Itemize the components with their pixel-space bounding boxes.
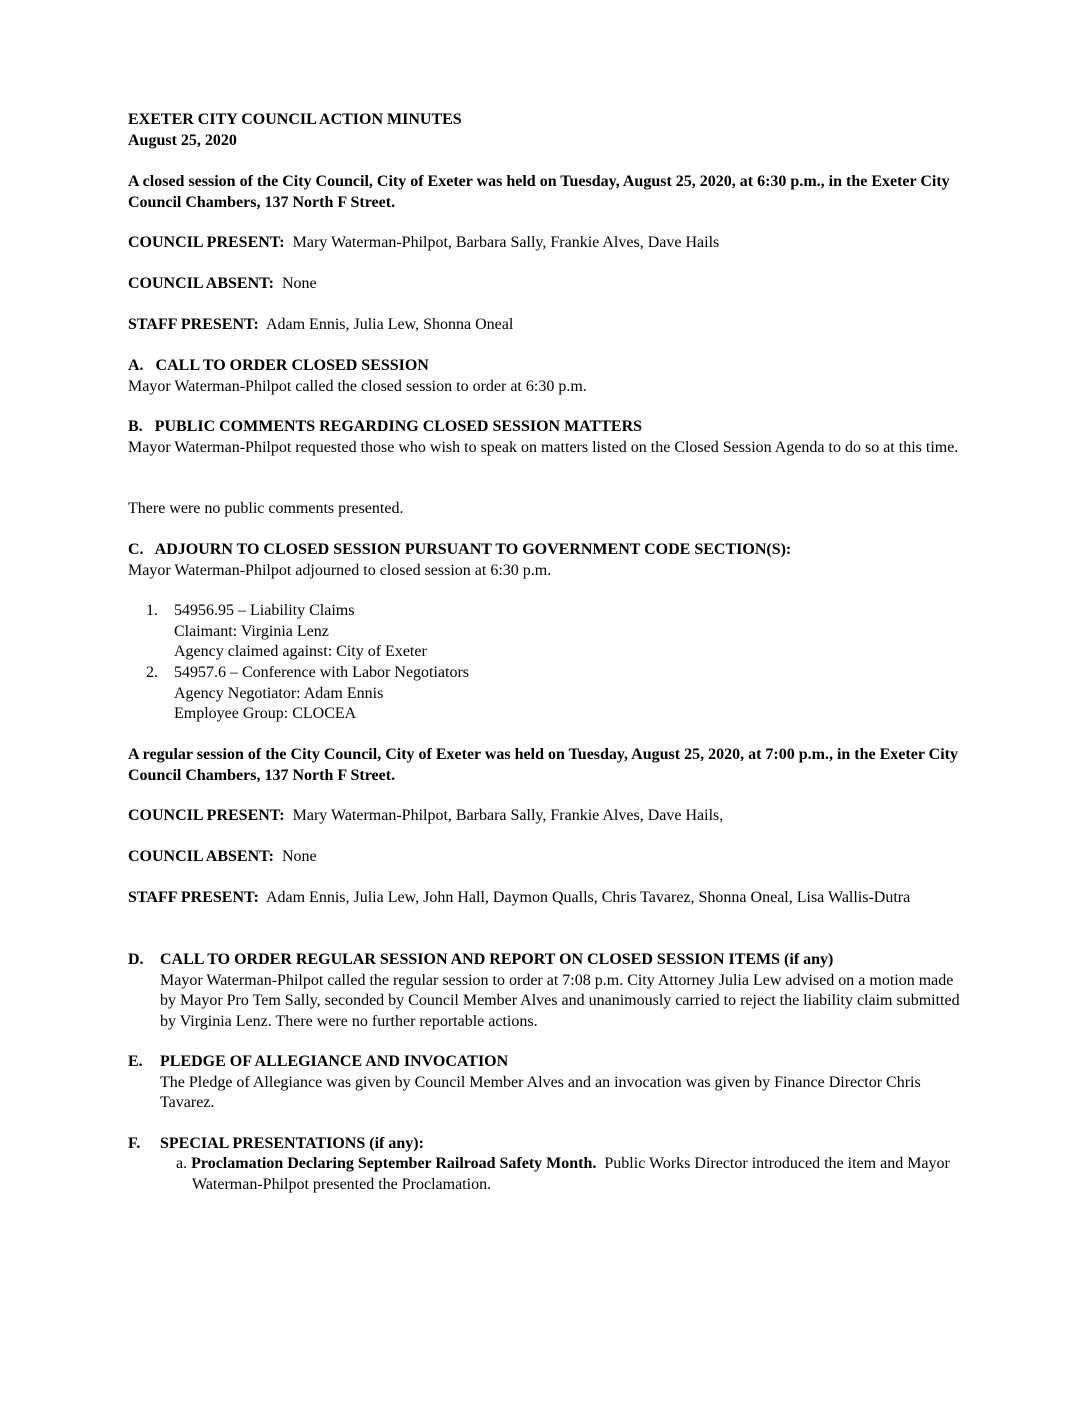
section-e-letter: E.: [128, 1053, 143, 1070]
closed-council-absent: [128, 274, 963, 295]
section-a-heading: A. CALL TO ORDER CLOSED SESSION: [128, 357, 429, 374]
presentation-item-a-title: Proclamation Declaring September Railroad Safety Month.: [191, 1155, 597, 1172]
closed-council-absent-label: COUNCIL ABSENT:: [128, 275, 274, 292]
closed-council-present: [128, 233, 963, 254]
section-d-text: Mayor Waterman-Philpot called the regular session to order at 7:08 p.m. City Attorney Julia Lew advised on a motion made by Mayor Pro Tem Sally, seconded by Council Member Alves and unanimously carried to reject the liability claim submitted by Virginia Lenz. There were no further reportable actions.: [160, 971, 960, 1030]
closed-session-intro: A closed session of the City Council, City of Exeter was held on Tuesday, August 25, 2020, at 6:30 p.m., in the Exeter City Council Chambers, 137 North F Street.: [128, 173, 950, 211]
document-date: August 25, 2020: [128, 131, 237, 149]
presentation-item-a: [176, 1154, 966, 1195]
closed-item-1-code: 54956.95 – Liability Claims: [174, 602, 355, 619]
closed-item-1-body: [174, 601, 954, 663]
regular-council-absent-names: None: [281, 848, 317, 865]
section-f-heading: SPECIAL PRESENTATIONS (if any):: [160, 1135, 424, 1152]
section-d-letter: D.: [128, 951, 144, 968]
document-header: [128, 110, 963, 151]
closed-council-present-names: Mary Waterman-Philpot, Barbara Sally, Frankie Alves, Dave Hails: [292, 234, 720, 251]
regular-staff-present-label: STAFF PRESENT:: [128, 889, 259, 906]
regular-staff-present-names: Adam Ennis, Julia Lew, John Hall, Daymon Qualls, Chris Tavarez, Shonna Oneal, Lisa Wallis-Dutra: [265, 889, 911, 906]
section-a: [128, 356, 963, 397]
section-f-letter: F.: [128, 1135, 141, 1152]
section-b-text: Mayor Waterman-Philpot requested those who wish to speak on matters listed on the Closed Session Agenda to do so at this time.: [128, 438, 959, 456]
section-b-heading: B. PUBLIC COMMENTS REGARDING CLOSED SESSION MATTERS: [128, 418, 643, 435]
closed-staff-present-names: Adam Ennis, Julia Lew, Shonna Oneal: [265, 316, 514, 333]
presentation-item-a-text: [176, 1154, 966, 1195]
section-c-heading: C. ADJOURN TO CLOSED SESSION PURSUANT TO GOVERNMENT CODE SECTION(S):: [128, 541, 792, 558]
closed-item-1-claimant: Claimant: Virginia Lenz: [174, 622, 329, 640]
regular-session-intro: A regular session of the City Council, City of Exeter was held on Tuesday, August 25, 2020, at 7:00 p.m., in the Exeter City Council Chambers, 137 North F Street.: [128, 746, 958, 784]
section-d-heading: CALL TO ORDER REGULAR SESSION AND REPORT ON CLOSED SESSION ITEMS (if any): [160, 951, 834, 968]
regular-council-absent: [128, 847, 963, 868]
regular-council-absent-label: COUNCIL ABSENT:: [128, 848, 274, 865]
presentation-item-a-body: Public Works Director introduced the item and Mayor Waterman-Philpot presented the Proclamation.: [192, 1155, 950, 1193]
closed-item-2-body: [174, 663, 954, 725]
closed-item-2-negotiator: Agency Negotiator: Adam Ennis: [174, 684, 384, 702]
closed-item-2-code: 54957.6 – Conference with Labor Negotiators: [174, 664, 470, 681]
closed-item-2-number: 2.: [146, 664, 158, 681]
section-b: [128, 417, 963, 458]
section-e-heading: PLEDGE OF ALLEGIANCE AND INVOCATION: [160, 1053, 509, 1070]
closed-item-1-number: 1.: [146, 602, 158, 619]
section-c-text: Mayor Waterman-Philpot adjourned to closed session at 6:30 p.m.: [128, 561, 552, 579]
closed-item-2-group: Employee Group: CLOCEA: [174, 705, 357, 722]
closed-item-1-agency: Agency claimed against: City of Exeter: [174, 643, 427, 660]
regular-council-present-names: Mary Waterman-Philpot, Barbara Sally, Frankie Alves, Dave Hails,: [292, 807, 724, 824]
closed-staff-present-label: STAFF PRESENT:: [128, 316, 259, 333]
section-b-text2: There were no public comments presented.: [128, 500, 404, 517]
regular-staff-present: [128, 888, 963, 909]
document-title: EXETER CITY COUNCIL ACTION MINUTES: [128, 111, 462, 128]
closed-council-present-label: COUNCIL PRESENT:: [128, 234, 285, 251]
presentation-item-a-label: a.: [176, 1155, 188, 1172]
section-c: [128, 540, 963, 581]
section-e-text: The Pledge of Allegiance was given by Council Member Alves and an invocation was given by Finance Director Chris Tavarez.: [160, 1073, 921, 1111]
section-a-text: Mayor Waterman-Philpot called the closed session to order at 6:30 p.m.: [128, 377, 587, 395]
regular-council-present-label: COUNCIL PRESENT:: [128, 807, 285, 824]
regular-council-present: [128, 806, 963, 827]
closed-staff-present: [128, 315, 963, 336]
closed-council-absent-names: None: [281, 275, 317, 292]
